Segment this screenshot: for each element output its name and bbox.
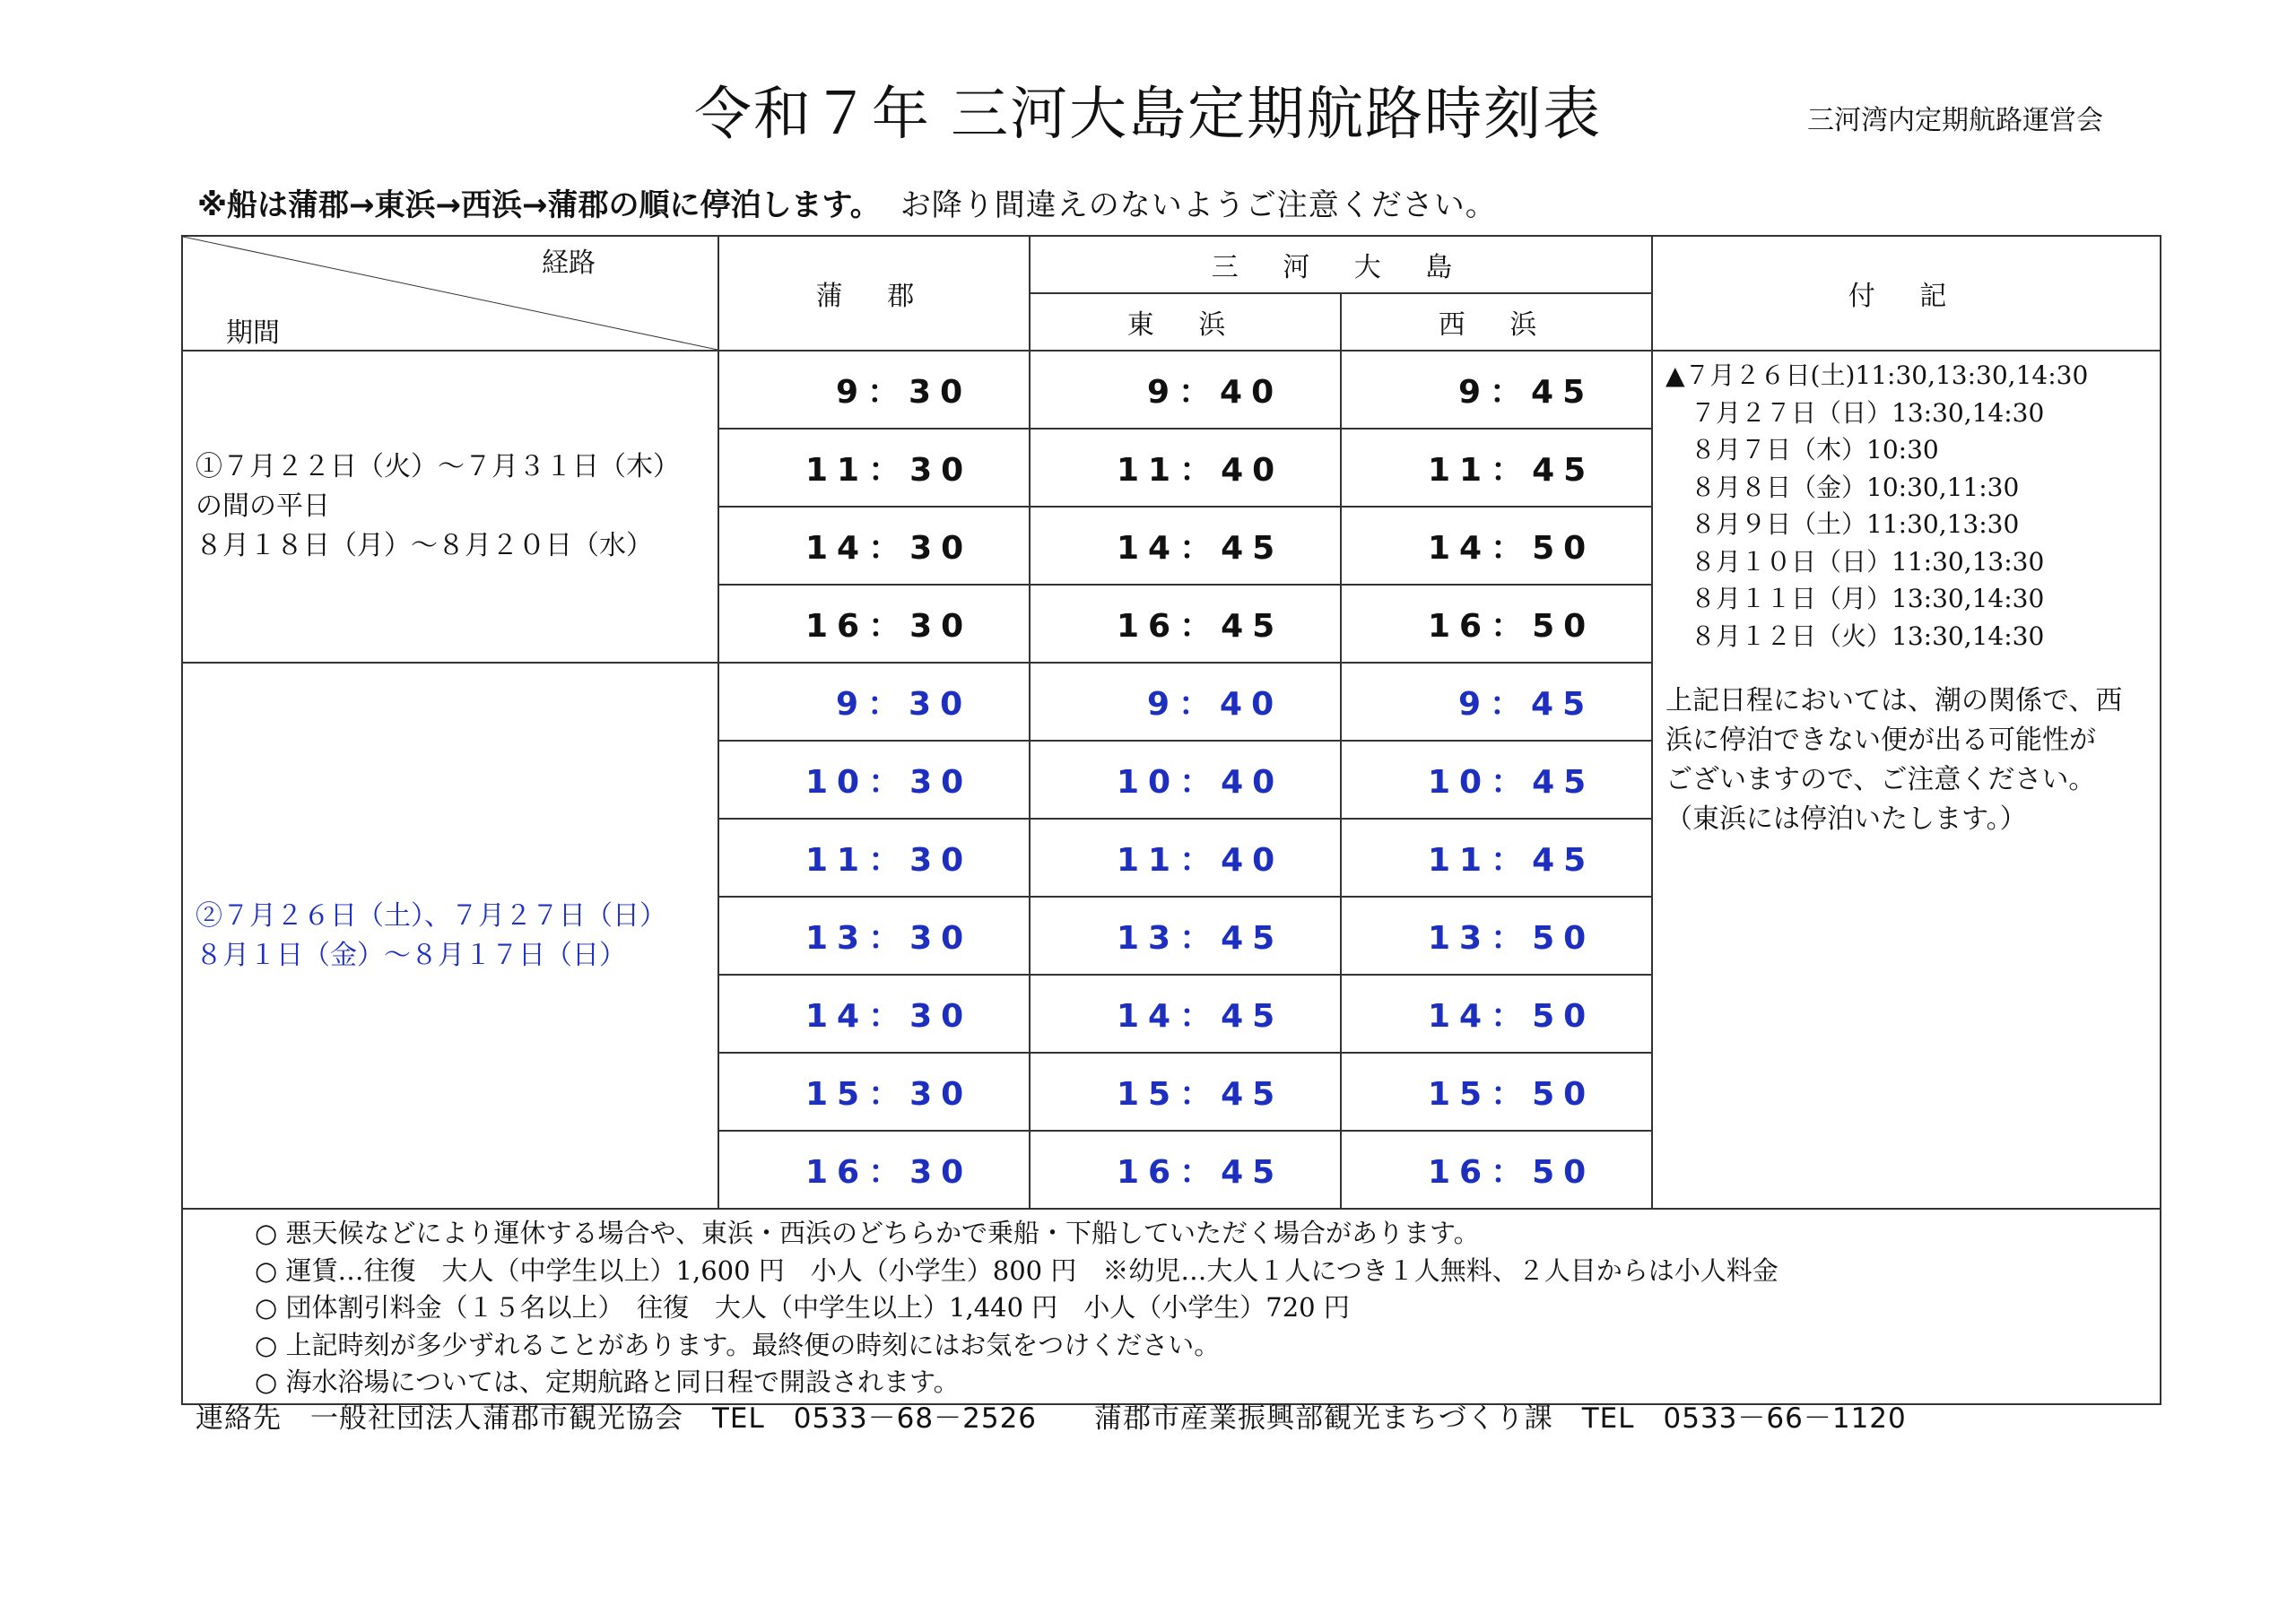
time-nishihama: 16：50 xyxy=(1341,1131,1652,1209)
time-higashihama: 16：45 xyxy=(1030,1131,1341,1209)
time-gamagori: 15：30 xyxy=(718,1053,1030,1131)
organizer-name: 三河湾内定期航路運営会 xyxy=(1807,105,2103,136)
remark-date: ８月７日（木）10:30 xyxy=(1665,435,1939,464)
header-island: 三 河 大 島 xyxy=(1030,236,1652,293)
note-item: ○ 団体割引料金（１５名以上） 往復 大人（中学生以上）1,440 円 小人（小学生）720 円 xyxy=(255,1292,1350,1323)
remark-date: ８月１０日（日）11:30,13:30 xyxy=(1665,546,2045,577)
time-higashihama: 16：45 xyxy=(1030,585,1341,663)
note-item: ○ 海水浴場については、定期航路と同日程で開設されます。 xyxy=(255,1367,960,1397)
timetable xyxy=(181,235,2161,1405)
time-higashihama: 14：45 xyxy=(1030,507,1341,585)
header-gamagori: 蒲 郡 xyxy=(718,236,1030,351)
header-corner xyxy=(182,236,718,351)
time-higashihama: 15：45 xyxy=(1030,1053,1341,1131)
time-nishihama: 9：45 xyxy=(1341,351,1652,429)
time-gamagori: 16：30 xyxy=(718,1131,1030,1209)
contact-info: 連絡先 一般社団法人蒲郡市観光協会 TEL 0533－68－2526 蒲郡市産業振興部観光まちづくり課 TEL 0533－66－1120 xyxy=(196,1402,1907,1435)
remarks-cell xyxy=(1652,351,2161,1209)
time-nishihama: 9：45 xyxy=(1341,663,1652,741)
time-nishihama: 10：45 xyxy=(1341,741,1652,819)
time-higashihama: 9：40 xyxy=(1030,351,1341,429)
time-gamagori: 9：30 xyxy=(718,351,1030,429)
header-higashihama: 東 浜 xyxy=(1030,293,1341,351)
period1-label: ①７月２２日（火）～７月３１日（木） の間の平日 ８月１８日（月）～８月２０日（水） xyxy=(182,351,718,663)
header-route-label: 経路 xyxy=(542,247,596,279)
table-row xyxy=(182,351,2161,429)
tide-notice: 上記日程においては、潮の関係で、西 浜に停泊できない便が出る可能性が ございますので、ご注意ください。 （東浜には停泊いたします。） xyxy=(1665,685,2123,835)
remark-date: ８月１２日（火）13:30,14:30 xyxy=(1665,621,2045,651)
time-gamagori: 9：30 xyxy=(718,663,1030,741)
period2-label: ②７月２６日（土）、７月２７日（日） ８月１日（金）～８月１７日（日） xyxy=(182,663,718,1209)
note-item: ○ 運賃…往復 大人（中学生以上）1,600 円 小人（小学生）800 円 ※幼児…大人１人につき１人無料、２人目からは小人料金 xyxy=(255,1254,1779,1286)
time-nishihama: 15：50 xyxy=(1341,1053,1652,1131)
time-higashihama: 9：40 xyxy=(1030,663,1341,741)
remark-date: ▲７月２６日(土)11:30,13:30,14:30 xyxy=(1665,360,2089,390)
time-higashihama: 11：40 xyxy=(1030,429,1341,507)
time-higashihama: 11：40 xyxy=(1030,819,1341,897)
time-gamagori: 14：30 xyxy=(718,975,1030,1053)
time-nishihama: 13：50 xyxy=(1341,897,1652,975)
notes-cell xyxy=(182,1209,2161,1404)
notice-normal: お降り間違えのないようご注意ください。 xyxy=(900,187,1497,223)
header-period-label: 期間 xyxy=(226,317,280,349)
time-nishihama: 11：45 xyxy=(1341,819,1652,897)
time-higashihama: 10：40 xyxy=(1030,741,1341,819)
time-gamagori: 16：30 xyxy=(718,585,1030,663)
page-title: 令和７年 三河大島定期航路時刻表 xyxy=(693,82,1603,148)
stop-order-notice xyxy=(197,184,1497,227)
remark-date: ８月１１日（月）13:30,14:30 xyxy=(1665,584,2045,613)
time-higashihama: 13：45 xyxy=(1030,897,1341,975)
note-item: ○ 悪天候などにより運休する場合や、東浜・西浜のどちらかで乗船・下船していただく場合があります。 xyxy=(255,1218,1480,1248)
time-gamagori: 10：30 xyxy=(718,741,1030,819)
time-nishihama: 11：45 xyxy=(1341,429,1652,507)
time-higashihama: 14：45 xyxy=(1030,975,1341,1053)
remark-date: ７月２７日（日）13:30,14:30 xyxy=(1665,397,2045,428)
time-gamagori: 11：30 xyxy=(718,819,1030,897)
time-gamagori: 11：30 xyxy=(718,429,1030,507)
note-item: ○ 上記時刻が多少ずれることがあります。最終便の時刻にはお気をつけください。 xyxy=(255,1329,1221,1360)
remark-date: ８月９日（土）11:30,13:30 xyxy=(1665,509,2020,539)
time-nishihama: 14：50 xyxy=(1341,507,1652,585)
notice-bold: ※船は蒲郡→東浜→西浜→蒲郡の順に停泊します。 xyxy=(197,187,881,223)
time-gamagori: 13：30 xyxy=(718,897,1030,975)
header-remarks: 付 記 xyxy=(1652,236,2161,351)
header-nishihama: 西 浜 xyxy=(1341,293,1652,351)
time-nishihama: 16：50 xyxy=(1341,585,1652,663)
remark-date: ８月８日（金）10:30,11:30 xyxy=(1665,472,2020,502)
time-nishihama: 14：50 xyxy=(1341,975,1652,1053)
time-gamagori: 14：30 xyxy=(718,507,1030,585)
